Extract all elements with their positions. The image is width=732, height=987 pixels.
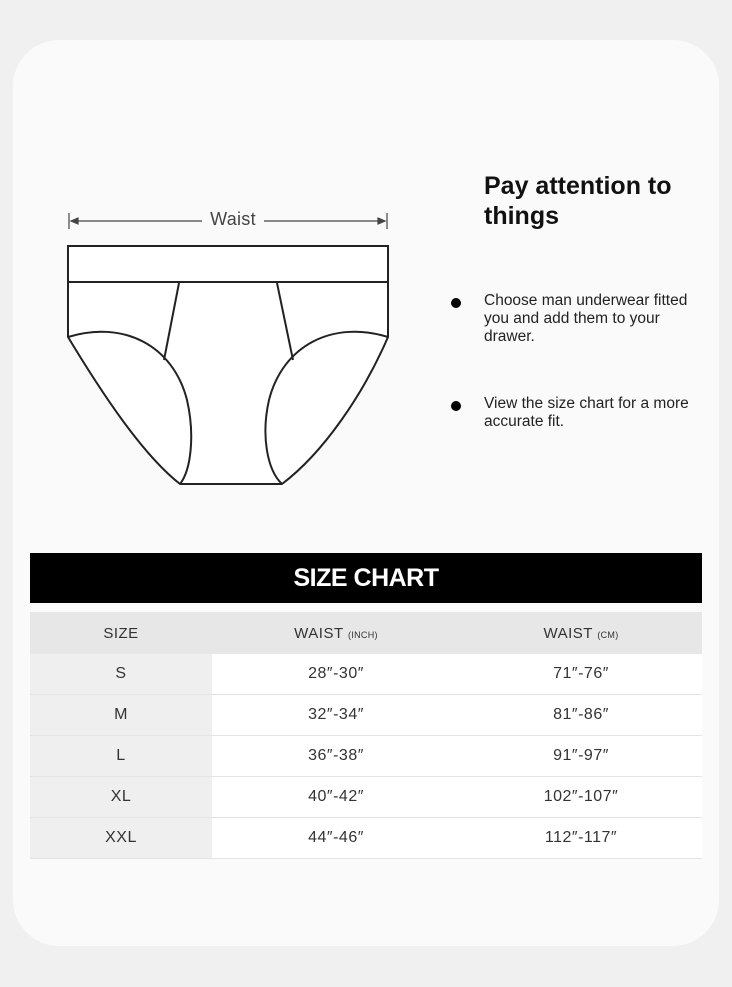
bullet-text: Choose man underwear fitted you and add them to your drawer. [484,292,688,345]
waist-label-wrap [63,209,403,230]
info-title: Pay attention to things [484,172,672,230]
underwear-diagram [63,195,403,505]
table-row [30,777,702,818]
cell-size: L [30,736,212,777]
cell-waist-inch: 32″-34″ [212,695,460,736]
table-row [30,695,702,736]
bullet-dot-icon [451,401,461,411]
size-chart-title: SIZE CHART [30,553,702,603]
bullet-text: View the size chart for a more accurate fit. [484,395,689,430]
cell-waist-cm: 102″-107″ [460,777,702,818]
table-row [30,736,702,777]
cell-size: XL [30,777,212,818]
cell-size: M [30,695,212,736]
size-guide-card [13,40,719,946]
table-row [30,654,702,695]
cell-size: S [30,654,212,695]
header-unit-inch: (INCH) [348,629,378,640]
waist-label: Waist [202,209,264,229]
cell-waist-inch: 36″-38″ [212,736,460,777]
brief-illustration-icon [63,195,403,505]
table-header-row [30,612,702,654]
cell-waist-cm: 81″-86″ [460,695,702,736]
cell-waist-inch: 44″-46″ [212,818,460,859]
header-waist-inch: WAIST (INCH) [212,612,460,654]
header-size: SIZE [30,612,212,654]
cell-waist-cm: 71″-76″ [460,654,702,695]
header-unit-cm: (CM) [597,629,619,640]
bullet-dot-icon [451,298,461,308]
cell-waist-cm: 91″-97″ [460,736,702,777]
header-waist-cm: WAIST (CM) [460,612,702,654]
size-table [30,612,702,859]
cell-waist-inch: 28″-30″ [212,654,460,695]
cell-waist-cm: 112″-117″ [460,818,702,859]
table-row [30,818,702,859]
cell-waist-inch: 40″-42″ [212,777,460,818]
cell-size: XXL [30,818,212,859]
